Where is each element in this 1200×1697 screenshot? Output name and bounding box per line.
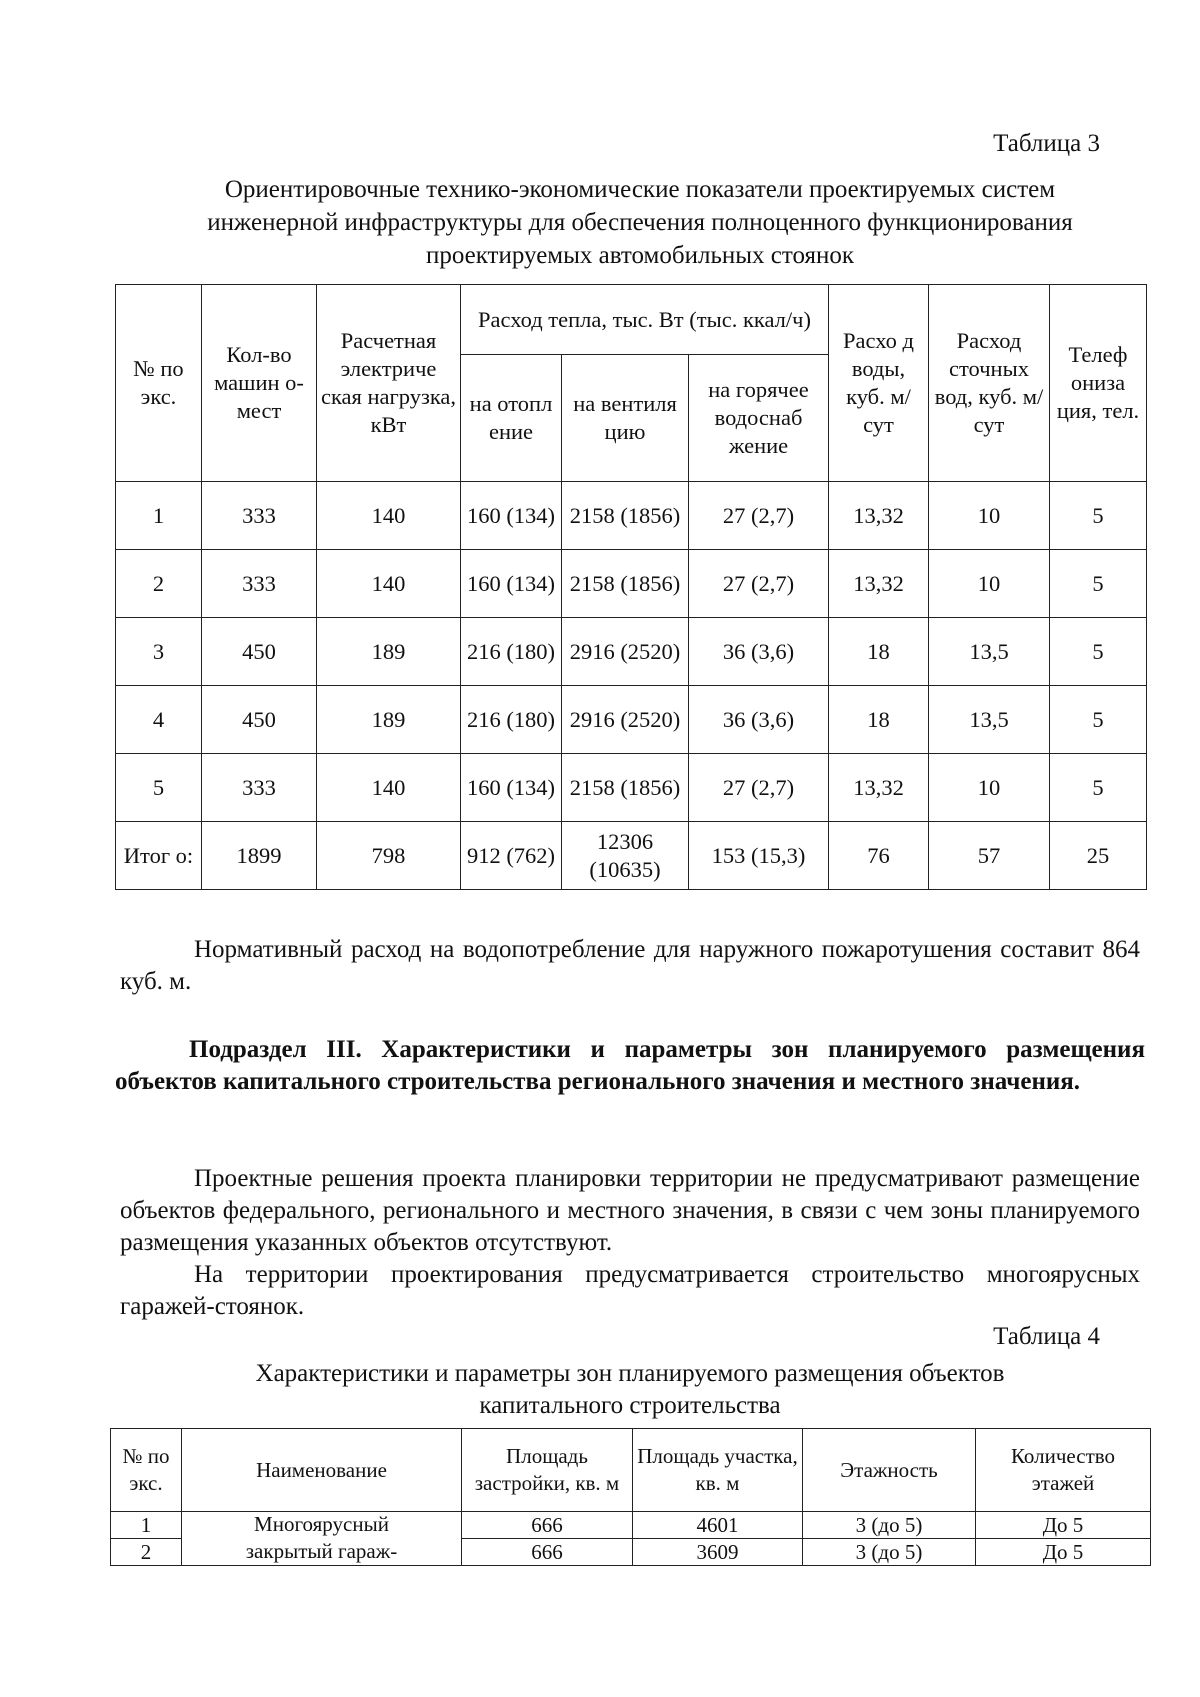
- table-row: [116, 754, 1147, 822]
- cell-cars: 333: [202, 482, 317, 550]
- cell-power: 140: [317, 754, 461, 822]
- cell-heating: 216 (180): [461, 618, 562, 686]
- cell-plot-area: 3609: [633, 1539, 803, 1566]
- cell-ventilation: 2916 (2520): [562, 686, 689, 754]
- paragraph-fire-water: Нормативный расход на водопотребление для наружного пожаротушения составит 864 куб. м.: [120, 936, 1140, 995]
- cell-no: 1: [111, 1512, 182, 1539]
- cell-ventilation: 2916 (2520): [562, 618, 689, 686]
- cell-floors-count: До 5: [976, 1512, 1151, 1539]
- cell-hot-water: 153 (15,3): [689, 822, 829, 890]
- table-row: [116, 618, 1147, 686]
- table-row: [111, 1512, 1151, 1539]
- table-row: [116, 686, 1147, 754]
- cell-heating: 912 (762): [461, 822, 562, 890]
- header-water: Расхо д воды, куб. м/сут: [829, 285, 929, 482]
- cell-hot-water: 27 (2,7): [689, 754, 829, 822]
- table3-label: Таблица 3: [993, 130, 1100, 157]
- paragraph-territory: На территории проектирования предусматривается строительство многоярусных гаражей-стоянок.: [120, 1261, 1140, 1320]
- cell-name: Многоярусный: [182, 1512, 462, 1539]
- cell-heating: 216 (180): [461, 686, 562, 754]
- header-no: № по экс.: [111, 1429, 182, 1512]
- table4-caption-line: капитального строительства: [479, 1392, 781, 1419]
- table4-caption-line: Характеристики и параметры зон планируемого размещения объектов: [255, 1360, 1005, 1387]
- cell-cars: 333: [202, 754, 317, 822]
- table4: [110, 1428, 1151, 1566]
- cell-phone: 5: [1050, 754, 1147, 822]
- header-built-area: Площадь застройки, кв. м: [462, 1429, 633, 1512]
- header-sewage: Расход сточных вод, куб. м/сут: [929, 285, 1050, 482]
- cell-no: 1: [116, 482, 202, 550]
- cell-hot-water: 36 (3,6): [689, 618, 829, 686]
- table-total-row: [116, 822, 1147, 890]
- cell-phone: 5: [1050, 550, 1147, 618]
- cell-ventilation: 2158 (1856): [562, 754, 689, 822]
- cell-name: закрытый гараж-: [182, 1539, 462, 1566]
- header-cars: Кол-во машин о-мест: [202, 285, 317, 482]
- cell-water: 13,32: [829, 550, 929, 618]
- table3: [115, 284, 1147, 890]
- cell-phone: 5: [1050, 482, 1147, 550]
- header-phone: Телеф ониза ция, тел.: [1050, 285, 1147, 482]
- table-row: [116, 550, 1147, 618]
- cell-no: 5: [116, 754, 202, 822]
- table3-caption-line: инженерной инфраструктуры для обеспечения полноценного функционирования: [207, 209, 1073, 236]
- cell-sewage: 10: [929, 550, 1050, 618]
- cell-plot-area: 4601: [633, 1512, 803, 1539]
- cell-cars: 450: [202, 686, 317, 754]
- cell-no: Итог о:: [116, 822, 202, 890]
- table4-caption: [110, 1358, 1150, 1422]
- header-no: № по экс.: [116, 285, 202, 482]
- subsection-heading: Подраздел III. Характеристики и параметры зон планируемого размещения объектов капитального строительства регионального значения и местного значения.: [115, 1036, 1145, 1095]
- header-power: Расчетная электриче ская нагрузка, кВт: [317, 285, 461, 482]
- paragraph-decisions: Проектные решения проекта планировки территории не предусматривают размещение объектов федерального, регионального и местного значения, в связи с чем зоны планируемого размещения указанных объектов отсутствуют.: [120, 1165, 1140, 1256]
- cell-sewage: 10: [929, 482, 1050, 550]
- cell-power: 798: [317, 822, 461, 890]
- cell-water: 13,32: [829, 754, 929, 822]
- table4-label: Таблица 4: [993, 1323, 1100, 1350]
- cell-heating: 160 (134): [461, 754, 562, 822]
- cell-water: 13,32: [829, 482, 929, 550]
- cell-hot-water: 27 (2,7): [689, 550, 829, 618]
- header-plot-area: Площадь участка, кв. м: [633, 1429, 803, 1512]
- cell-built-area: 666: [462, 1512, 633, 1539]
- cell-built-area: 666: [462, 1539, 633, 1566]
- header-hot-water: на горячее водоснаб жение: [689, 355, 829, 482]
- cell-storeys: 3 (до 5): [803, 1512, 976, 1539]
- cell-ventilation: 12306 (10635): [562, 822, 689, 890]
- cell-no: 2: [111, 1539, 182, 1566]
- cell-water: 76: [829, 822, 929, 890]
- cell-sewage: 10: [929, 754, 1050, 822]
- header-storeys: Этажность: [803, 1429, 976, 1512]
- table3-caption: [130, 173, 1150, 272]
- cell-power: 189: [317, 686, 461, 754]
- cell-ventilation: 2158 (1856): [562, 550, 689, 618]
- cell-sewage: 13,5: [929, 618, 1050, 686]
- cell-heating: 160 (134): [461, 550, 562, 618]
- cell-phone: 25: [1050, 822, 1147, 890]
- cell-cars: 450: [202, 618, 317, 686]
- table3-caption-line: Ориентировочные технико-экономические показатели проектируемых систем: [224, 176, 1056, 203]
- header-ventilation: на вентиля цию: [562, 355, 689, 482]
- header-name: Наименование: [182, 1429, 462, 1512]
- cell-cars: 1899: [202, 822, 317, 890]
- table-row: [111, 1539, 1151, 1566]
- header-floors-count: Количество этажей: [976, 1429, 1151, 1512]
- cell-no: 4: [116, 686, 202, 754]
- cell-floors-count: До 5: [976, 1539, 1151, 1566]
- cell-no: 2: [116, 550, 202, 618]
- cell-power: 140: [317, 550, 461, 618]
- cell-water: 18: [829, 686, 929, 754]
- cell-hot-water: 27 (2,7): [689, 482, 829, 550]
- cell-storeys: 3 (до 5): [803, 1539, 976, 1566]
- cell-hot-water: 36 (3,6): [689, 686, 829, 754]
- cell-ventilation: 2158 (1856): [562, 482, 689, 550]
- cell-sewage: 57: [929, 822, 1050, 890]
- cell-phone: 5: [1050, 618, 1147, 686]
- table3-caption-line: проектируемых автомобильных стоянок: [425, 242, 855, 269]
- cell-cars: 333: [202, 550, 317, 618]
- header-heat-group: Расход тепла, тыс. Вт (тыс. ккал/ч): [461, 285, 829, 355]
- cell-phone: 5: [1050, 686, 1147, 754]
- cell-power: 189: [317, 618, 461, 686]
- cell-power: 140: [317, 482, 461, 550]
- table-row: [116, 482, 1147, 550]
- cell-sewage: 13,5: [929, 686, 1050, 754]
- cell-water: 18: [829, 618, 929, 686]
- cell-no: 3: [116, 618, 202, 686]
- header-heating: на отопл ение: [461, 355, 562, 482]
- cell-heating: 160 (134): [461, 482, 562, 550]
